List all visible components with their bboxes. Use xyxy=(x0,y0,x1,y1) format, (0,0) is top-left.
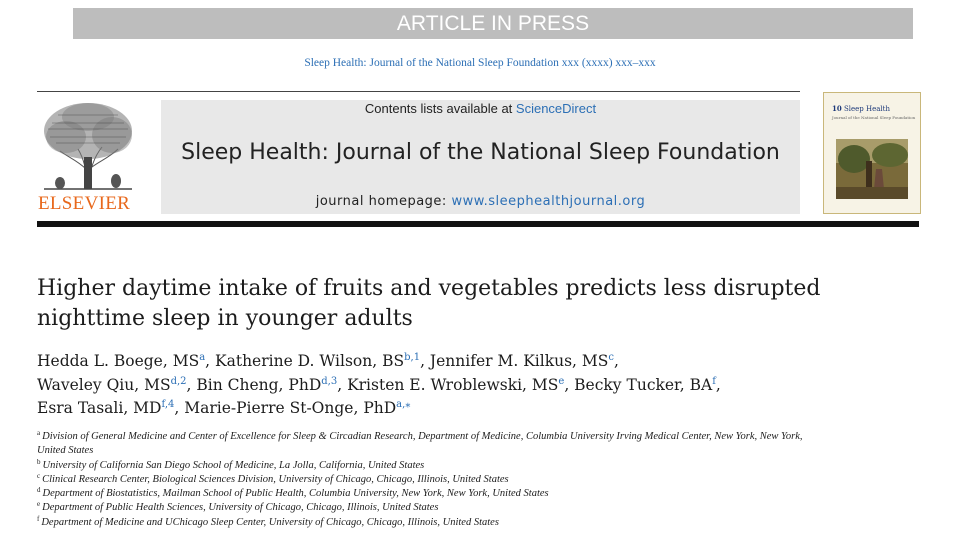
author-affiliation-link[interactable]: d,2 xyxy=(170,375,187,387)
affiliation-list xyxy=(37,430,817,530)
author[interactable]: Jennifer M. Kilkus, MS xyxy=(429,352,609,370)
journal-masthead xyxy=(161,100,800,214)
sciencedirect-link[interactable]: ScienceDirect xyxy=(515,101,597,116)
corresponding-author-link[interactable]: a,⁎ xyxy=(396,399,411,410)
affiliation-item: $^f$ Department of Medicine and UChicago Sleep Center, University of Chicago, Chicago, Illinois, United States xyxy=(37,514,499,528)
journal-title: Sleep Health: Journal of the National Sleep Foundation xyxy=(181,140,780,165)
author[interactable]: Kristen E. Wroblewski, MS xyxy=(347,375,559,394)
author-affiliation-link[interactable]: c xyxy=(608,352,614,363)
author-affiliation-link[interactable]: b,1 xyxy=(404,352,421,363)
affiliation-item: $^a$ Division of General Medicine and Center of Excellence for Sleep & Circadian Research, Department of Medicine, Columbia University Irving Medical Center, New York, New York, United States xyxy=(37,429,803,457)
author[interactable]: Becky Tucker, BA xyxy=(574,375,713,394)
author[interactable]: Hedda L. Boege, MS xyxy=(37,352,200,370)
author[interactable]: Bin Cheng, PhD xyxy=(196,375,322,394)
journal-cover-thumbnail[interactable] xyxy=(823,92,921,214)
affiliation-item: $^d$ Department of Biostatistics, Mailman School of Public Health, Columbia University, New York, New York, United States xyxy=(37,486,549,500)
affiliation-item: $^c$ Clinical Research Center, Biological Sciences Division, University of Chicago, Chicago, Illinois, United States xyxy=(37,471,509,485)
author-affiliation-link[interactable]: f,4 xyxy=(161,399,175,410)
homepage-line xyxy=(161,194,800,209)
author[interactable]: Marie-Pierre St-Onge, PhD xyxy=(184,399,397,417)
cover-title: 10 Sleep Health xyxy=(832,104,890,113)
article-in-press-banner: ARTICLE IN PRESS xyxy=(73,8,913,39)
cover-subtitle: Journal of the National Sleep Foundation xyxy=(832,115,916,120)
contents-prefix: Contents lists available at xyxy=(364,101,516,116)
homepage-prefix: journal homepage: xyxy=(315,194,452,209)
elsevier-wordmark: ELSEVIER xyxy=(38,193,131,214)
cover-painting-image xyxy=(836,139,908,199)
masthead-bottom-rule xyxy=(37,221,919,227)
journal-citation-link[interactable]: Sleep Health: Journal of the National Sleep Foundation xxx (xxxx) xxx–xxx xyxy=(304,57,656,69)
affiliation-item: $^e$ Department of Public Health Sciences, University of Chicago, Chicago, Illinois, United States xyxy=(37,500,439,514)
header-divider xyxy=(37,91,800,92)
author-affiliation-link[interactable]: e xyxy=(558,375,565,387)
author-list: Hedda L. Boege, $MS^a$, Katherine D. Wilson, BS$^{b,1}$, Jennifer M. Kilkus, $MS^c$, Waveley Qiu, MS$^{d,2}$, Bin Cheng, PhD$^{d,3}$, Kristen E. Wroblewski, $MS^e$, Becky Tucker, $BA^f$, Esra Tasali, MD$^{f,4}$, Marie-Pierre St-Onge, PhD$^{a,⁎}$ xyxy=(37,352,721,417)
author-affiliation-link[interactable]: d,3 xyxy=(321,375,338,387)
author[interactable]: Esra Tasali, MD xyxy=(37,399,162,417)
article-title: Higher daytime intake of fruits and vegetables predicts less disrupted nighttime sleep in younger adults xyxy=(37,276,821,331)
contents-line xyxy=(161,100,800,118)
affiliation-item: $^b$ University of California San Diego School of Medicine, La Jolla, California, United States xyxy=(37,457,425,471)
author[interactable]: Waveley Qiu, MS xyxy=(37,375,171,394)
author-affiliation-link[interactable]: a xyxy=(199,352,206,363)
journal-homepage-link[interactable]: www.sleephealthjournal.org xyxy=(451,194,646,209)
author[interactable]: Katherine D. Wilson, BS xyxy=(215,352,405,370)
author-affiliation-link[interactable]: f xyxy=(712,375,716,387)
